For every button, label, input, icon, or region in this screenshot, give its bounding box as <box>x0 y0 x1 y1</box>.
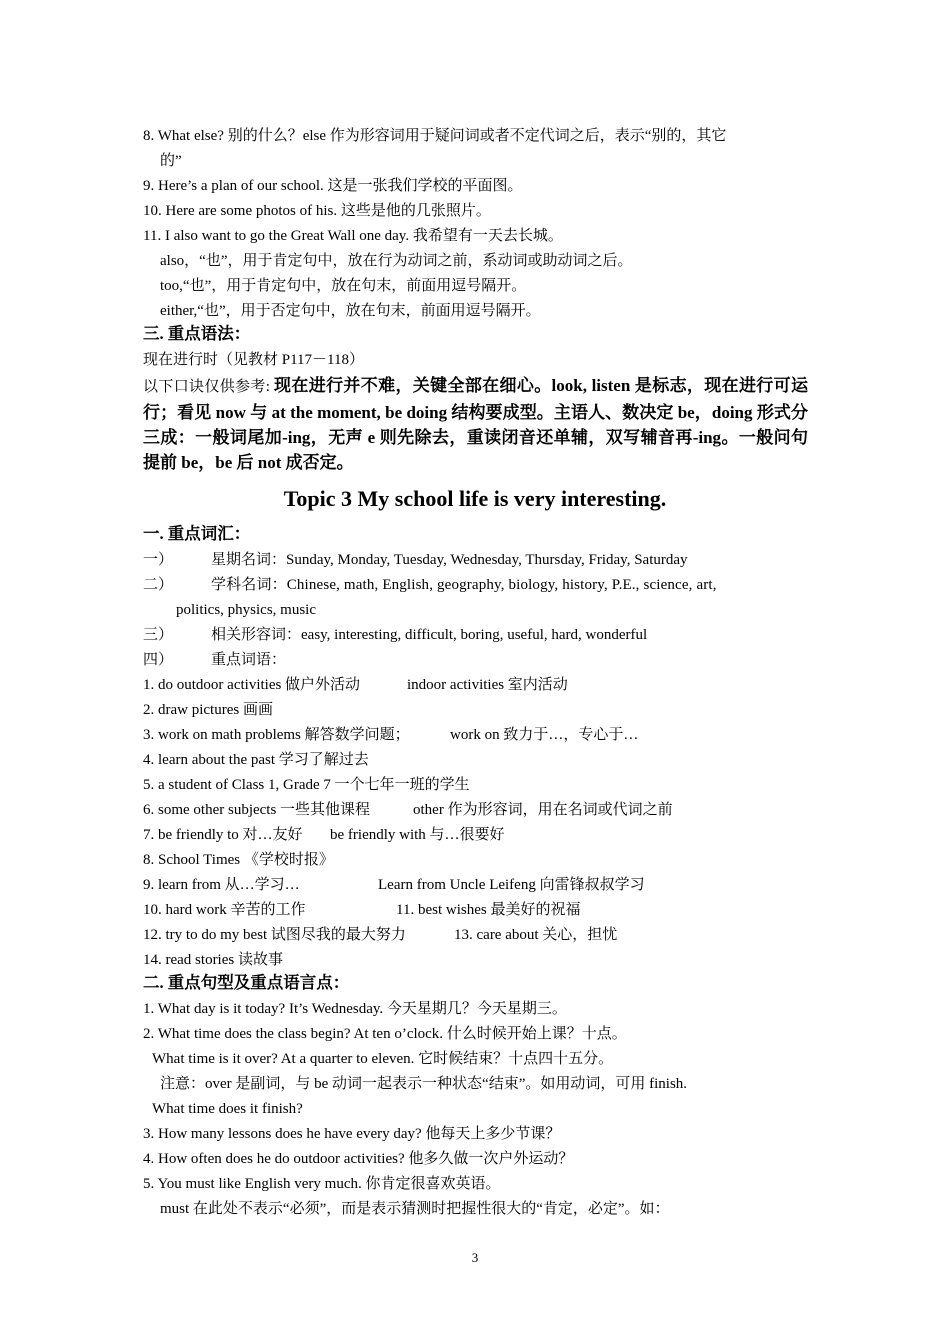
phrase-main: 3. work on math problems 解答数学问题； <box>143 727 410 743</box>
phrase-main: 6. some other subjects 一些其他课程 <box>143 802 371 818</box>
phrase-main: 7. be friendly to 对…友好 <box>143 827 303 843</box>
phrase-6 <box>143 801 808 819</box>
item-10: 10. Here are some photos of his. 这些是他的几张照片。 <box>143 203 491 219</box>
item-8: 8. What else? 别的什么？else 作为形容词用于疑问词或者不定代词之后，表示“别的，其它 <box>143 128 727 144</box>
vocab-text: 相关形容词：easy, interesting, difficult, boring, useful, hard, wonderful <box>211 627 648 643</box>
vocab-heading: 一. 重点词汇： <box>143 524 251 543</box>
grammar-reference: 现在进行时（见教材 P117－118） <box>143 352 364 368</box>
note-either: either,“也”，用于否定句中，放在句末，前面用逗号隔开。 <box>160 303 541 319</box>
vocab-marker: 三） <box>143 627 174 643</box>
phrase-2: 2. draw pictures 画画 <box>143 702 273 718</box>
phrase-extra: indoor activities 室内活动 <box>407 677 568 693</box>
vocab-marker: 一） <box>143 552 174 568</box>
grammar-heading: 三. 重点语法： <box>143 324 251 343</box>
phrase-main: 1. do outdoor activities 做户外活动 <box>143 677 361 693</box>
sentence-2: 2. What time does the class begin? At ten o’clock. 什么时候开始上课？十点。 <box>143 1026 627 1042</box>
sentences-heading: 二. 重点句型及重点语言点： <box>143 973 350 992</box>
grammar-rhyme <box>143 373 808 475</box>
item-11: 11. I also want to go the Great Wall one day. 我希望有一天去长城。 <box>143 228 563 244</box>
phrase-1 <box>143 676 808 694</box>
sentence-2-note: 注意：over 是副词，与 be 动词一起表示一种状态“结束”。如用动词，可用 finish. <box>160 1076 688 1092</box>
phrase-9 <box>143 876 808 894</box>
vocab-item-2-cont: politics, physics, music <box>176 602 316 618</box>
vocab-text: 学科名词：Chinese, math, English, geography, biology, history, P.E., science, art, <box>211 577 717 593</box>
vocab-item-4 <box>143 651 808 669</box>
vocab-marker: 二） <box>143 577 174 593</box>
sentence-2-finish: What time does it finish? <box>152 1101 303 1117</box>
phrase-extra: work on 致力于…，专心于… <box>450 727 639 743</box>
sentence-5-note: must 在此处不表示“必须”，而是表示猜测时把握性很大的“肯定，必定”。如： <box>160 1201 670 1217</box>
page-number: 3 <box>471 1250 479 1265</box>
phrase-main: 9. learn from 从…学习… <box>143 877 300 893</box>
phrase-extra: Learn from Uncle Leifeng 向雷锋叔叔学习 <box>378 877 645 893</box>
vocab-marker: 四） <box>143 652 174 668</box>
sentence-3: 3. How many lessons does he have every day? 他每天上多少节课？ <box>143 1126 561 1142</box>
sentence-1: 1. What day is it today? It’s Wednesday. 今天星期几？今天星期三。 <box>143 1001 567 1017</box>
phrase-extra: 11. best wishes 最美好的祝福 <box>396 902 581 918</box>
sentence-2-over: What time is it over? At a quarter to eleven. 它时候结束？十点四十五分。 <box>152 1051 614 1067</box>
rhyme-prefix: 以下口诀仅供参考: <box>143 379 275 395</box>
phrase-extra: be friendly with 与…很要好 <box>330 827 505 843</box>
sentence-4: 4. How often does he do outdoor activities? 他多久做一次户外运动？ <box>143 1151 574 1167</box>
vocab-text: 重点词语： <box>211 652 287 668</box>
phrase-extra: other 作为形容词，用在名词或代词之前 <box>413 802 673 818</box>
phrase-extra: 13. care about 关心，担忧 <box>454 927 618 943</box>
item-9: 9. Here’s a plan of our school. 这是一张我们学校的平面图。 <box>143 178 523 194</box>
note-also: also，“也”，用于肯定句中，放在行为动词之前，系动词或助动词之后。 <box>160 253 633 269</box>
topic-title: Topic 3 My school life is very interesting. <box>283 486 667 511</box>
phrase-main: 10. hard work 辛苦的工作 <box>143 902 306 918</box>
vocab-text: 星期名词：Sunday, Monday, Tuesday, Wednesday, Thursday, Friday, Saturday <box>211 552 688 568</box>
phrase-main: 12. try to do my best 试图尽我的最大努力 <box>143 927 406 943</box>
vocab-item-1 <box>143 551 808 569</box>
note-too: too,“也”，用于肯定句中，放在句末，前面用逗号隔开。 <box>160 278 527 294</box>
phrase-12 <box>143 926 808 944</box>
item-8-cont: 的” <box>160 153 182 169</box>
phrase-10 <box>143 901 808 919</box>
vocab-item-2 <box>143 576 808 594</box>
phrase-14: 14. read stories 读故事 <box>143 952 283 968</box>
vocab-item-3 <box>143 626 808 644</box>
phrase-8: 8. School Times 《学校时报》 <box>143 852 334 868</box>
phrase-5: 5. a student of Class 1, Grade 7 一个七年一班的学生 <box>143 777 470 793</box>
phrase-7 <box>143 826 808 844</box>
rhyme-text: 现在进行并不难，关键全部在细心。look, listen 是标志，现在进行可运行；看见 now 与 at the moment, be doing 结构要成型。主语人、数决定 be，doing 形式分三成：一般词尾加-ing，无声 e 则先除去，重读闭音还单辅，双写辅音再-ing。一般问句提前 be，be 后 not 成否定。 <box>143 376 808 472</box>
phrase-3 <box>143 726 808 744</box>
phrase-4: 4. learn about the past 学习了解过去 <box>143 752 369 768</box>
sentence-5: 5. You must like English very much. 你肯定很喜欢英语。 <box>143 1176 501 1192</box>
